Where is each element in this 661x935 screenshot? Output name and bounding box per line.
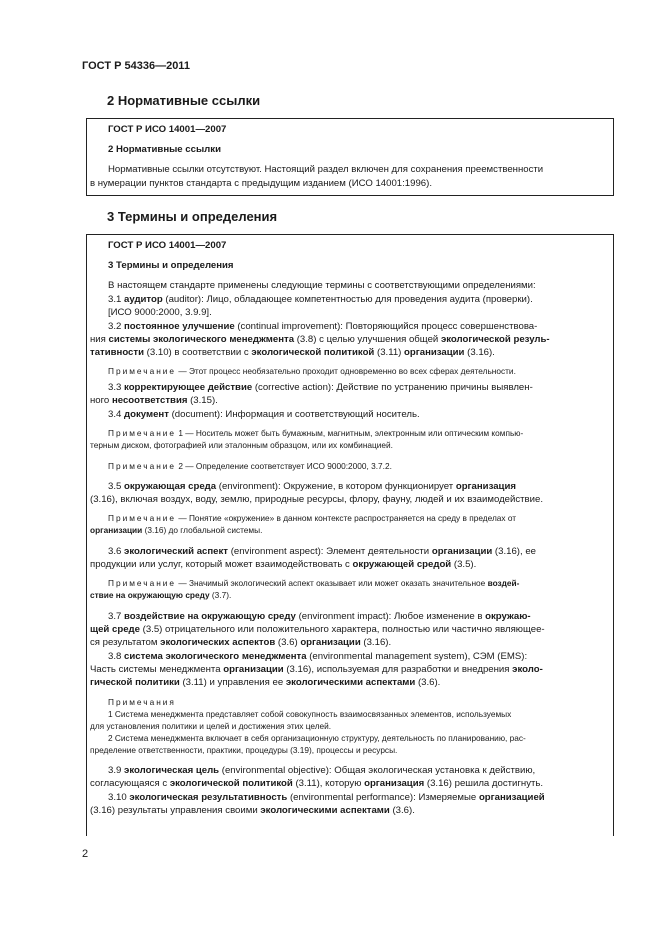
quote-box-terms (86, 234, 614, 836)
section-title-normative-references: 2 Нормативные ссылки (107, 93, 261, 108)
term-3-3: 3.3 корректирующее действие (corrective action): Действие по устранению причины выявлен- (108, 382, 533, 393)
box-subtitle: 2 Нормативные ссылки (108, 144, 221, 155)
box-text: Нормативные ссылки отсутствуют. Настоящий раздел включен для сохранения преемственности (108, 164, 544, 175)
term-3-8-line3: гической политики (3.11) и управления ее экологическими аспектами (3.6). (90, 677, 441, 688)
term-3-5: 3.5 окружающая среда (environment): Окружение, в котором функционирует организация (108, 481, 516, 492)
notes-3-8-label: Примечания (108, 697, 176, 707)
note-3-8-1: 1 Система менеджмента представляет собой совокупность взаимосвязанных элементов, используемых (108, 709, 512, 719)
term-3-2-line2: ния системы экологического менеджмента (3.8) с целью улучшения общей экологической резуль- (90, 334, 550, 345)
box-subtitle: 3 Термины и определения (108, 260, 234, 271)
box-text: в нумерации пунктов стандарта с предыдущим изданием (ИСО 14001:1996). (90, 178, 433, 189)
term-3-1-source: [ИСО 9000:2000, 3.9.9]. (108, 307, 212, 318)
box-ref: ГОСТ Р ИСО 14001—2007 (108, 240, 227, 251)
section-title-terms: 3 Термины и определения (107, 209, 278, 224)
note-3-2: Примечание — Этот процесс необязательно проходит одновременно во всех сферах деятельности. (108, 366, 516, 376)
term-3-5-line2: (3.16), включая воздух, воду, землю, природные ресурсы, флору, фауну, людей и их взаимодействие. (90, 494, 544, 505)
term-3-4: 3.4 документ (document): Информация и соответствующий носитель. (108, 409, 420, 420)
term-3-1: 3.1 аудитор (auditor): Лицо, обладающее компетентностью для проведения аудита (проверки). (108, 294, 533, 305)
term-3-9: 3.9 экологическая цель (environmental objective): Общая экологическая установка к действию, (108, 765, 536, 776)
term-3-2: 3.2 постоянное улучшение (continual improvement): Повторяющийся процесс совершенствова- (108, 321, 538, 332)
term-3-8: 3.8 система экологического менеджмента (environmental management system), СЭМ (EMS): (108, 651, 528, 662)
note-3-5: Примечание — Понятие «окружение» в данном контексте распространяется на среду в пределах от (108, 513, 517, 523)
note-3-5-line2: организации (3.16) до глобальной системы. (90, 525, 263, 535)
box-ref: ГОСТ Р ИСО 14001—2007 (108, 124, 227, 135)
note-3-4-2: Примечание 2 — Определение соответствует ИСО 9000:2000, 3.7.2. (108, 461, 392, 471)
intro-text: В настоящем стандарте применены следующие термины с соответствующими определениями: (108, 280, 536, 291)
note-3-8-1-line2: для установления политики и целей и достижения этих целей. (90, 721, 332, 731)
note-3-8-2-line2: пределение ответственности, практики, процедуры (3.19), процессы и ресурсы. (90, 745, 398, 755)
term-3-7: 3.7 воздействие на окружающую среду (environment impact): Любое изменение в окружаю- (108, 611, 531, 622)
term-3-10-line2: (3.16) результаты управления своими экологическими аспектами (3.6). (90, 805, 415, 816)
quote-box-normative-references (86, 118, 614, 196)
note-3-4-1-line2: терным диском, фотографией или эталонным образцом, или их комбинацией. (90, 440, 393, 450)
page-number: 2 (82, 848, 89, 860)
document-header: ГОСТ Р 54336—2011 (82, 60, 190, 72)
term-3-8-line2: Часть системы менеджмента организации (3.16), используемая для разработки и внедрения эколо- (90, 664, 543, 675)
term-3-7-line2: щей среде (3.5) отрицательного или положительного характера, полностью или частично являющее- (90, 624, 545, 635)
term-3-6: 3.6 экологический аспект (environment aspect): Элемент деятельности организации (3.16), ее (108, 546, 536, 557)
term-3-3-line2: ного несоответствия (3.15). (90, 395, 218, 406)
term-3-7-line3: ся результатом экологических аспектов (3.6) организации (3.16). (90, 637, 392, 648)
note-3-6-line2: ствие на окружающую среду (3.7). (90, 590, 232, 600)
term-3-6-line2: продукции или услуг, который может взаимодействовать с окружающей средой (3.5). (90, 559, 477, 570)
note-3-6: Примечание — Значимый экологический аспект оказывает или может оказать значительное воздей- (108, 578, 520, 588)
term-3-2-line3: тативности (3.10) в соответствии с экологической политикой (3.11) организации (3.16). (90, 347, 495, 358)
note-3-8-2: 2 Система менеджмента включает в себя организационную структуру, деятельность по планированию, рас- (108, 733, 526, 743)
term-3-10: 3.10 экологическая результативность (environmental performance): Измеряемые организацией (108, 792, 545, 803)
term-3-9-line2: согласующаяся с экологической политикой (3.11), которую организация (3.16) решила достигнуть. (90, 778, 544, 789)
note-3-4-1: Примечание 1 — Носитель может быть бумажным, магнитным, электронным или оптическим компью- (108, 428, 524, 438)
